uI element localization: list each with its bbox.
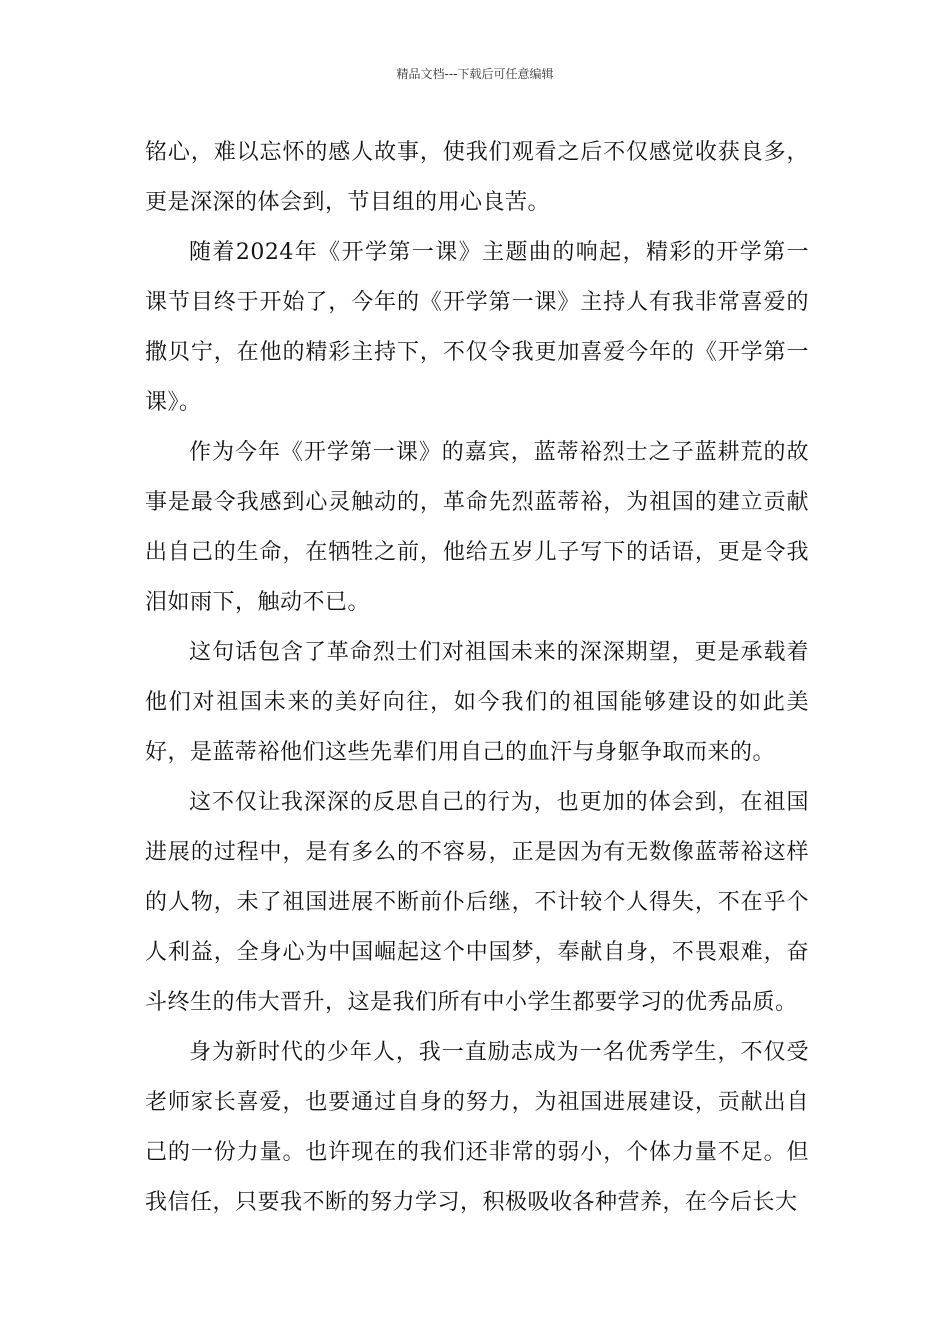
paragraph: 这句话包含了革命烈士们对祖国未来的深深期望，更是承载着他们对祖国未来的美好向往，如今我们的祖国能够建设的如此美好，是蓝蒂裕他们这些先辈们用自己的血汗与身躯争取而来的。	[145, 640, 809, 765]
paragraph: 随着2024年《开学第一课》主题曲的响起，精彩的开学第一课节目终于开始了，今年的《开学第一课》主持人有我非常喜爱的撒贝宁，在他的精彩主持下，不仅令我更加喜爱今年的《开学第一课》。	[145, 240, 809, 415]
document-body	[145, 128, 809, 1228]
paragraph-continued: 铭心，难以忘怀的感人故事，使我们观看之后不仅感觉收获良多，更是深深的体会到，节目组的用心良苦。	[145, 140, 809, 215]
page-header: 精品文档---下载后可任意编辑	[396, 67, 554, 81]
paragraph: 作为今年《开学第一课》的嘉宾，蓝蒂裕烈士之子蓝耕荒的故事是最令我感到心灵触动的，革命先烈蓝蒂裕，为祖国的建立贡献出自己的生命，在牺牲之前，他给五岁儿子写下的话语，更是令我泪如雨下，触动不已。	[145, 440, 809, 615]
paragraph: 这不仅让我深深的反思自己的行为，也更加的体会到，在祖国进展的过程中，是有多么的不容易，正是因为有无数像蓝蒂裕这样的人物，未了祖国进展不断前仆后继，不计较个人得失，不在乎个人利益，全身心为中国崛起这个中国梦，奉献自身，不畏艰难，奋斗终生的伟大晋升，这是我们所有中小学生都要学习的优秀品质。	[145, 790, 809, 1015]
paragraph: 身为新时代的少年人，我一直励志成为一名优秀学生，不仅受老师家长喜爱，也要通过自身的努力，为祖国进展建设，贡献出自己的一份力量。也许现在的我们还非常的弱小，个体力量不足。但我信任，只要我不断的努力学习，积极吸收各种营养，在今后长大	[145, 1040, 809, 1215]
